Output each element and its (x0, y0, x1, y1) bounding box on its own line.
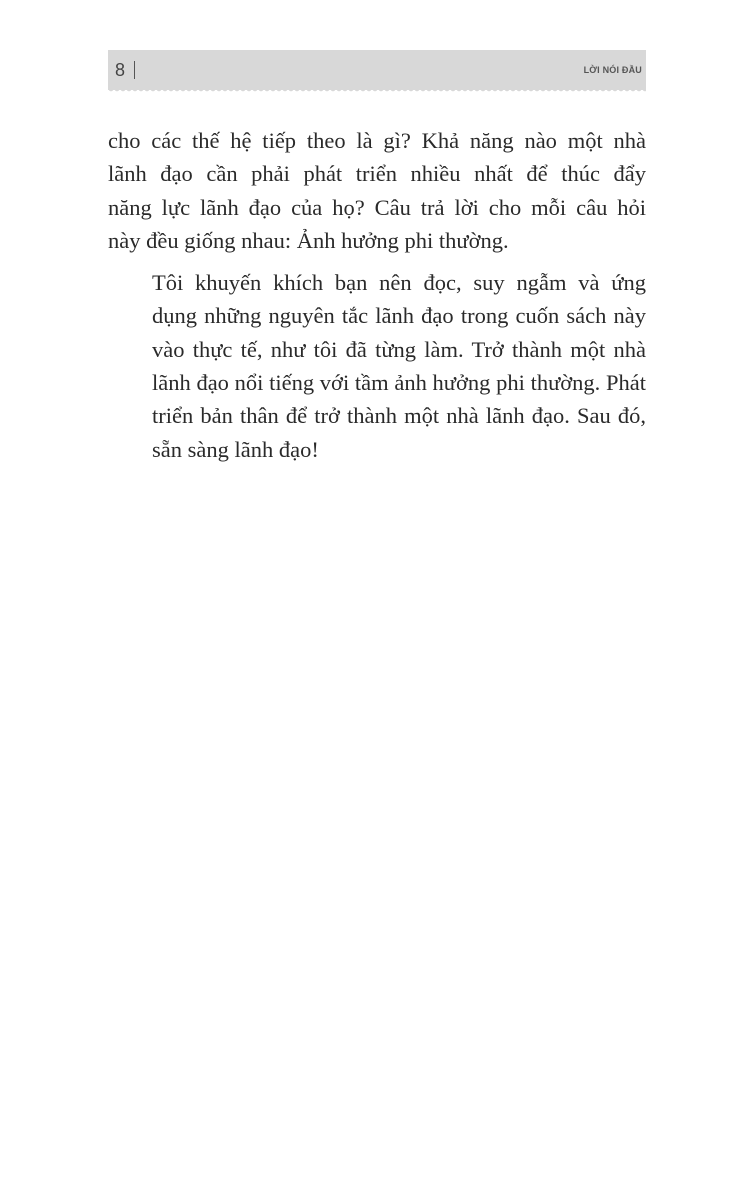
text-line: vào thực tế, như tôi đã từng làm. Trở thành một nhà (152, 336, 646, 362)
paragraph-1 (108, 124, 646, 257)
page-number: 8 (115, 60, 126, 80)
text-line: lãnh đạo nổi tiếng với tầm ảnh hưởng phi thường. Phát (152, 370, 646, 396)
text-line: sẵn sàng lãnh đạo! (152, 436, 319, 462)
text-line: Tôi khuyến khích bạn nên đọc, suy ngẫm và ứng (152, 270, 646, 296)
text-line: dụng những nguyên tắc lãnh đạo trong cuốn sách này (152, 303, 646, 329)
paragraph-2 (108, 266, 646, 466)
header-divider (134, 61, 135, 79)
text-line: triển bản thân để trở thành một nhà lãnh đạo. Sau đó, (152, 403, 646, 429)
text-line: này đều giống nhau: Ảnh hưởng phi thường. (108, 227, 509, 253)
body-text (108, 124, 646, 466)
text-line: năng lực lãnh đạo của họ? Câu trả lời cho mỗi câu hỏi (108, 194, 646, 220)
chapter-title: LỜI NÓI ĐẦU (583, 65, 642, 75)
text-line: cho các thế hệ tiếp theo là gì? Khả năng nào một nhà (108, 128, 646, 153)
running-header (108, 50, 646, 90)
text-line: lãnh đạo cần phải phát triển nhiều nhất để thúc đẩy (108, 161, 646, 187)
